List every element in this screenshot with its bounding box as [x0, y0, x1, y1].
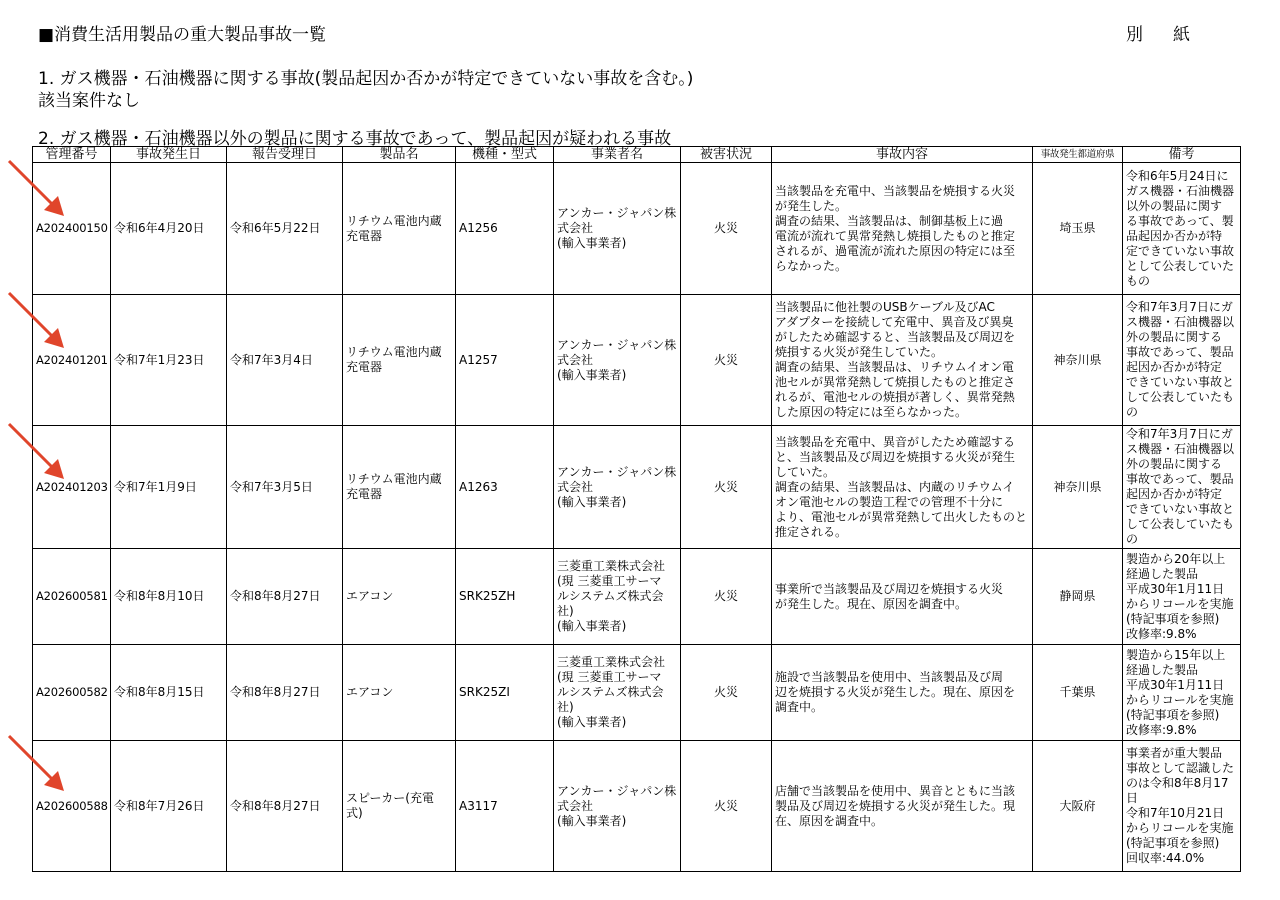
cell-prefecture: 神奈川県: [1033, 295, 1123, 426]
cell-id: A202401203: [33, 426, 111, 549]
cell-details: 施設で当該製品を使用中、当該製品及び周 辺を焼損する火災が発生した。現在、原因を 調査中。: [772, 645, 1033, 741]
cell-report-date: 令和8年8月27日: [227, 741, 343, 872]
cell-product: エアコン: [343, 549, 456, 645]
cell-product: エアコン: [343, 645, 456, 741]
header-report-date: 報告受理日: [227, 147, 343, 163]
cell-company: アンカー・ジャパン株 式会社 (輸入事業者): [554, 426, 681, 549]
cell-model: A3117: [456, 741, 554, 872]
cell-model: A1263: [456, 426, 554, 549]
cell-prefecture: 千葉県: [1033, 645, 1123, 741]
cell-company: アンカー・ジャパン株 式会社 (輸入事業者): [554, 295, 681, 426]
table-row: [33, 426, 1241, 549]
cell-prefecture: 大阪府: [1033, 741, 1123, 872]
cell-report-date: 令和8年8月27日: [227, 645, 343, 741]
cell-prefecture: 静岡県: [1033, 549, 1123, 645]
header-accident-date: 事故発生日: [111, 147, 227, 163]
cell-damage: 火災: [681, 426, 772, 549]
cell-damage: 火災: [681, 645, 772, 741]
cell-remarks: 製造から15年以上 経過した製品 平成30年1月11日 からリコールを実施 (特記事項を参照) 改修率:9.8%: [1123, 645, 1241, 741]
cell-prefecture: 埼玉県: [1033, 163, 1123, 295]
header-product: 製品名: [343, 147, 456, 163]
header-id: 管理番号: [33, 147, 111, 163]
cell-damage: 火災: [681, 295, 772, 426]
cell-id: A202600581: [33, 549, 111, 645]
cell-accident-date: 令和8年8月15日: [111, 645, 227, 741]
cell-id: A202401201: [33, 295, 111, 426]
section1-note: 該当案件なし: [38, 91, 140, 111]
cell-product: リチウム電池内蔵 充電器: [343, 295, 456, 426]
cell-report-date: 令和8年8月27日: [227, 549, 343, 645]
incident-table: [32, 146, 1241, 872]
cell-remarks: 事業者が重大製品 事故として認識した のは令和8年8月17 日 令和7年10月21日 からリコールを実施 (特記事項を参照) 回収率:44.0%: [1123, 741, 1241, 872]
cell-accident-date: 令和8年7月26日: [111, 741, 227, 872]
cell-company: アンカー・ジャパン株 式会社 (輸入事業者): [554, 163, 681, 295]
cell-damage: 火災: [681, 549, 772, 645]
document-title: ■消費生活用製品の重大製品事故一覧: [38, 25, 327, 45]
red-arrow-icon: [6, 421, 66, 481]
cell-report-date: 令和7年3月5日: [227, 426, 343, 549]
table-row: [33, 645, 1241, 741]
header-remarks: 備考: [1123, 147, 1241, 163]
table-header-row: [33, 147, 1241, 163]
header-model: 機種・型式: [456, 147, 554, 163]
red-arrow-icon: [6, 290, 66, 350]
cell-prefecture: 神奈川県: [1033, 426, 1123, 549]
cell-product: リチウム電池内蔵 充電器: [343, 163, 456, 295]
cell-details: 事業所で当該製品及び周辺を焼損する火災 が発生した。現在、原因を調査中。: [772, 549, 1033, 645]
cell-details: 当該製品に他社製のUSBケーブル及びAC アダプターを接続して充電中、異音及び異臭 がしたため確認すると、当該製品及び周辺を 焼損する火災が発生していた。 調査の結果、当該製品は、リチウムイオン電 池セルが異常発熱して焼損したものと推定さ れるが、電池セルの焼損が著しく、異常発熱 した原因の特定には至らなかった。: [772, 295, 1033, 426]
section1-title: 1. ガス機器・石油機器に関する事故(製品起因か否かが特定できていない事故を含む。): [38, 69, 694, 89]
cell-damage: 火災: [681, 163, 772, 295]
cell-remarks: 令和7年3月7日にガ ス機器・石油機器以 外の製品に関する 事故であって、製品 起因か否かが特定 できていない事故と して公表していたも の: [1123, 426, 1241, 549]
cell-details: 当該製品を充電中、異音がしたため確認する と、当該製品及び周辺を焼損する火災が発生 していた。 調査の結果、当該製品は、内蔵のリチウムイ オン電池セルの製造工程での管理不十分に より、電池セルが異常発熱して出火したものと 推定される。: [772, 426, 1033, 549]
header-company: 事業者名: [554, 147, 681, 163]
cell-report-date: 令和6年5月22日: [227, 163, 343, 295]
cell-remarks: 令和7年3月7日にガ ス機器・石油機器以 外の製品に関する 事故であって、製品 起因か否かが特定 できていない事故と して公表していたも の: [1123, 295, 1241, 426]
attachment-label: 別紙: [1126, 25, 1220, 45]
cell-remarks: 令和6年5月24日に ガス機器・石油機器 以外の製品に関す る事故であって、製 品起因か否かが特 定できていない事故 として公表していた もの: [1123, 163, 1241, 295]
cell-product: スピーカー(充電 式): [343, 741, 456, 872]
red-arrow-icon: [6, 733, 66, 793]
cell-accident-date: 令和7年1月9日: [111, 426, 227, 549]
section2-title: 2. ガス機器・石油機器以外の製品に関する事故であって、製品起因が疑われる事故: [38, 129, 672, 149]
cell-id: A202600588: [33, 741, 111, 872]
header-damage: 被害状況: [681, 147, 772, 163]
table-row: [33, 295, 1241, 426]
header-prefecture: 事故発生都道府県: [1033, 147, 1123, 163]
cell-company: アンカー・ジャパン株 式会社 (輸入事業者): [554, 741, 681, 872]
table-row: [33, 163, 1241, 295]
cell-company: 三菱重工業株式会社 (現 三菱重工サーマ ルシステムズ株式会 社) (輸入事業者): [554, 645, 681, 741]
header-details: 事故内容: [772, 147, 1033, 163]
cell-remarks: 製造から20年以上 経過した製品 平成30年1月11日 からリコールを実施 (特記事項を参照) 改修率:9.8%: [1123, 549, 1241, 645]
cell-model: SRK25ZH: [456, 549, 554, 645]
cell-accident-date: 令和8年8月10日: [111, 549, 227, 645]
cell-damage: 火災: [681, 741, 772, 872]
cell-accident-date: 令和7年1月23日: [111, 295, 227, 426]
cell-product: リチウム電池内蔵 充電器: [343, 426, 456, 549]
cell-model: SRK25ZI: [456, 645, 554, 741]
cell-report-date: 令和7年3月4日: [227, 295, 343, 426]
cell-id: A202600582: [33, 645, 111, 741]
cell-accident-date: 令和6年4月20日: [111, 163, 227, 295]
cell-details: 店舗で当該製品を使用中、異音とともに当該 製品及び周辺を焼損する火災が発生した。現 在、原因を調査中。: [772, 741, 1033, 872]
cell-model: A1256: [456, 163, 554, 295]
cell-details: 当該製品を充電中、当該製品を焼損する火災 が発生した。 調査の結果、当該製品は、制御基板上に過 電流が流れて異常発熱し焼損したものと推定 されるが、過電流が流れた原因の特定には至 らなかった。: [772, 163, 1033, 295]
cell-company: 三菱重工業株式会社 (現 三菱重工サーマ ルシステムズ株式会 社) (輸入事業者): [554, 549, 681, 645]
table-row: [33, 549, 1241, 645]
cell-model: A1257: [456, 295, 554, 426]
cell-id: A202400150: [33, 163, 111, 295]
table-row: [33, 741, 1241, 872]
red-arrow-icon: [6, 158, 66, 218]
